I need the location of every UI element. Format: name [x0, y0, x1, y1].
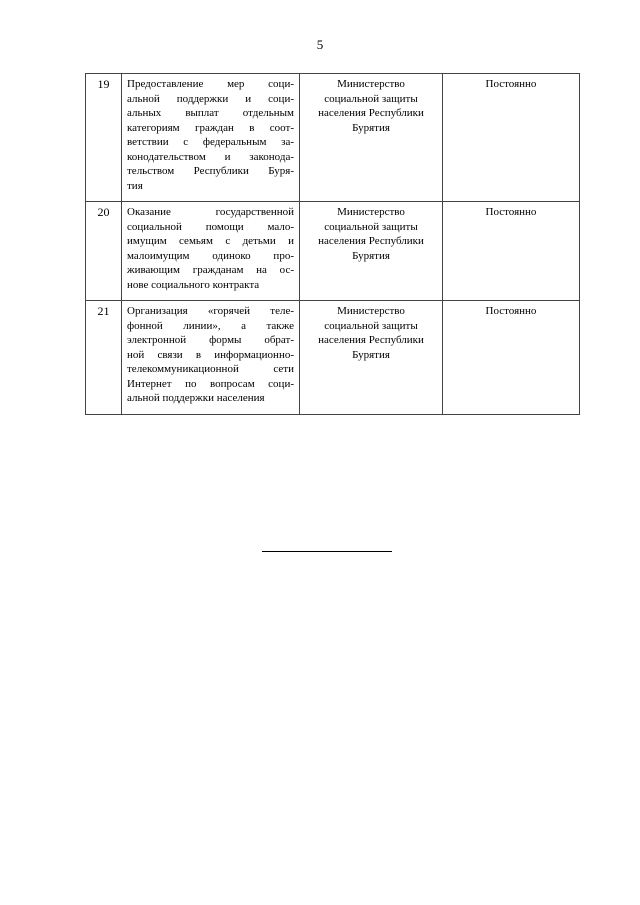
page-number: 5	[316, 37, 324, 52]
table-row	[86, 74, 580, 202]
description-line: Предоставление мер соци-	[127, 78, 294, 90]
measure-description	[122, 202, 300, 301]
measure-description	[122, 74, 300, 202]
responsible-line: населения Республики	[318, 107, 424, 119]
description-line: Оказание государственной	[127, 206, 294, 218]
description-line: нове социального контракта	[127, 278, 260, 291]
description-line: альных выплат отдельным	[127, 107, 294, 119]
execution-term: Постоянно	[443, 202, 580, 301]
description-line: альной поддержки и соци-	[127, 92, 294, 105]
execution-term: Постоянно	[443, 74, 580, 202]
description-line: альной поддержки населения	[127, 392, 265, 404]
responsible-line: Бурятия	[352, 348, 390, 361]
responsible-line: Министерство	[337, 206, 405, 218]
responsible-line: населения Республики	[318, 235, 424, 247]
responsible-line: Министерство	[337, 78, 405, 90]
responsible-line: Министерство	[337, 305, 405, 317]
description-line: категориям граждан в соот-	[127, 121, 294, 134]
description-line: электронной формы обрат-	[127, 334, 294, 346]
responsible-line: Бурятия	[352, 121, 390, 134]
description-line: конодательством и законода-	[127, 150, 294, 163]
description-line: Организация «горячей теле-	[127, 305, 294, 317]
description-line: имущим семьям с детьми и	[127, 235, 294, 247]
row-number: 20	[86, 202, 122, 301]
description-line: ветствии с федеральным за-	[127, 136, 294, 148]
table-row	[86, 202, 580, 301]
description-line: социальной помощи мало-	[127, 220, 294, 233]
description-line: тия	[127, 179, 143, 192]
responsible-agency	[300, 202, 443, 301]
responsible-agency	[300, 74, 443, 202]
responsible-line: социальной защиты	[324, 92, 418, 105]
responsible-line: социальной защиты	[324, 220, 418, 233]
measure-description	[122, 301, 300, 415]
description-line: тельством Республики Буря-	[127, 165, 294, 177]
table-row	[86, 301, 580, 415]
row-number: 19	[86, 74, 122, 202]
description-line: телекоммуникационной сети	[127, 363, 294, 375]
description-line: Интернет по вопросам соци-	[127, 377, 294, 390]
responsible-line: Бурятия	[352, 249, 390, 262]
description-line: малоимущим одиноко про-	[127, 249, 294, 262]
responsible-line: социальной защиты	[324, 319, 418, 332]
description-line: ной связи в информационно-	[127, 348, 294, 361]
responsible-line: населения Республики	[318, 334, 424, 346]
execution-term: Постоянно	[443, 301, 580, 415]
responsible-agency	[300, 301, 443, 415]
description-line: фонной линии», а также	[127, 319, 294, 332]
row-number: 21	[86, 301, 122, 415]
description-line: живающим гражданам на ос-	[127, 264, 294, 276]
end-divider	[262, 551, 392, 552]
measures-table	[85, 73, 580, 415]
